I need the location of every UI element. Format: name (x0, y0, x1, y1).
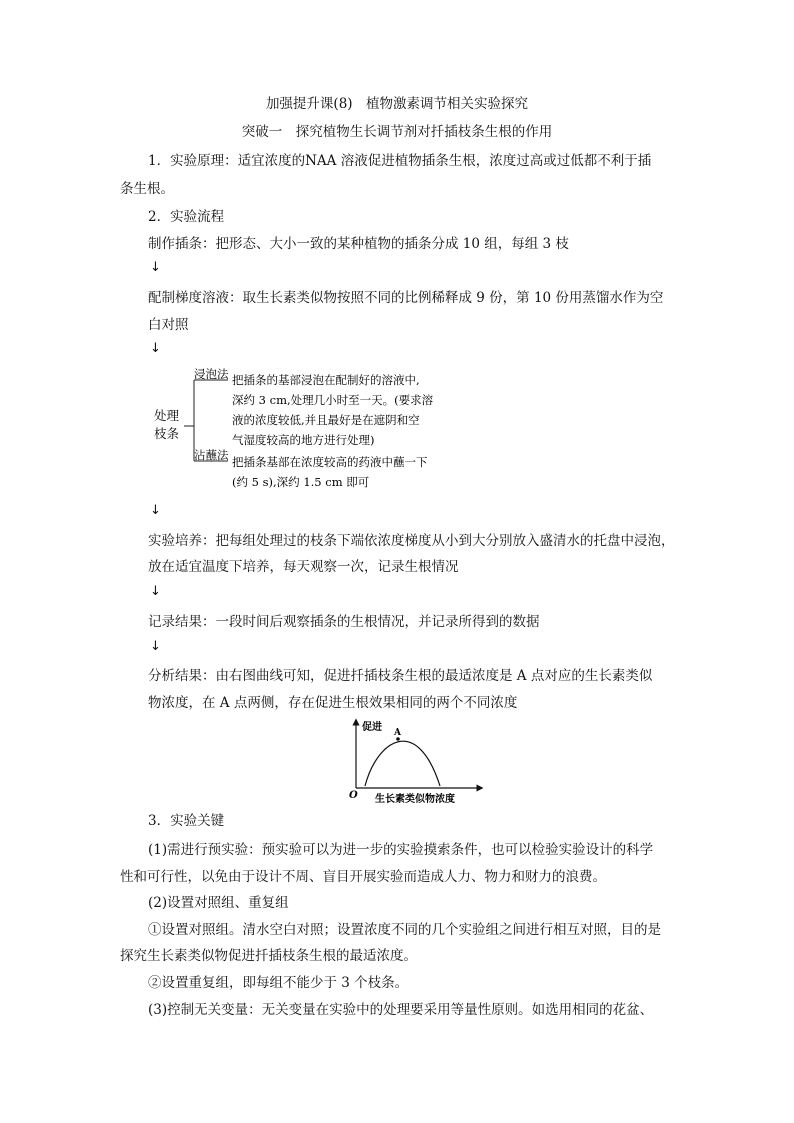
method-soak-text-1: 把插条的基部浸泡在配制好的溶液中, (232, 373, 420, 387)
method-soak-label: 浸泡法 (194, 367, 229, 381)
peak-label: A (394, 728, 401, 738)
control-group-line-2: 探究生长素类似物促进扦插枝条生根的最适浓度。 (120, 948, 417, 964)
procedure-heading: 2．实验流程 (148, 209, 225, 225)
irrelevant-variables-line: (3)控制无关变量：无关变量在实验中的处理要采用等量性原则。如选用相同的花盆、 (148, 1002, 654, 1018)
control-group-line-1: ①设置对照组。清水空白对照；设置浓度不同的几个实验组之间进行相互对照，目的是 (148, 922, 661, 938)
step-record: 记录结果：一段时间后观察插条的生根情况，并记录所得到的数据 (148, 614, 540, 630)
control-groups-heading: (2)设置对照组、重复组 (148, 895, 289, 911)
method-dip-label: 沾蘸法 (194, 448, 229, 462)
diagram-root-label: 处理 (154, 408, 180, 423)
down-arrow-icon: ↓ (150, 260, 161, 275)
step-prepare-line-2: 白对照 (148, 317, 189, 333)
step-make-cuttings: 制作插条：把形态、大小一致的某种植物的插条分成 10 组，每组 3 枝 (148, 236, 569, 252)
step-prepare-line-1: 配制梯度溶液：取生长素类似物按照不同的比例稀释成 9 份，第 10 份用蒸馏水作为空 (148, 290, 664, 306)
principle-line-2: 条生根。 (120, 181, 174, 197)
method-soak-text-3: 液的浓度较低,并且最好是在遮阴和空 (232, 413, 420, 427)
y-axis-label: 促进 (362, 722, 382, 733)
origin-label: O (349, 790, 358, 801)
step-culture-line-1: 实验培养：把每组处理过的枝条下端依浓度梯度从小到大分别放入盛清水的托盘中浸泡， (148, 533, 675, 549)
down-arrow-icon: ↓ (150, 639, 161, 654)
step-analyze-line-1: 分析结果：由右图曲线可知，促进扦插枝条生根的最适浓度是 A 点对应的生长素类似 (148, 668, 653, 684)
method-dip-text-1: 把插条基部在浓度较高的药液中蘸一下 (232, 455, 428, 469)
x-axis-label: 生长素类似物浓度 (375, 794, 455, 805)
method-soak-text-2: 深约 3 cm,处理几小时至一天。(要求溶 (232, 393, 434, 407)
treatment-diagram (148, 366, 488, 496)
section-subtitle: 突破一 探究植物生长调节剂对扦插枝条生根的作用 (241, 124, 553, 140)
method-dip-text-2: (约 5 s),深约 1.5 cm 即可 (232, 475, 370, 489)
diagram-root-label-2: 枝条 (154, 426, 180, 441)
down-arrow-icon: ↓ (150, 584, 161, 599)
down-arrow-icon: ↓ (150, 341, 161, 356)
growth-curve-graph (345, 718, 485, 806)
pre-experiment-line-2: 性和可行性，以免由于设计不周、盲目开展实验而造成人力、物力和财力的浪费。 (120, 869, 606, 885)
key-points-heading: 3．实验关键 (148, 813, 225, 829)
page-title: 加强提升课(8) 植物激素调节相关实验探究 (265, 96, 529, 112)
step-analyze-line-2: 物浓度，在 A 点两侧，存在促进生根效果相同的两个不同浓度 (148, 695, 518, 711)
down-arrow-icon: ↓ (150, 503, 161, 518)
repeat-group-line: ②设置重复组，即每组不能少于 3 个枝条。 (148, 975, 409, 991)
method-soak-text-4: 气湿度较高的地方进行处理) (232, 433, 375, 447)
step-culture-line-2: 放在适宜温度下培养，每天观察一次，记录生根情况 (148, 559, 459, 575)
principle-line-1: 1．实验原理：适宜浓度的NAA 溶液促进植物插条生根，浓度过高或过低都不利于插 (148, 153, 652, 169)
response-curve (365, 741, 440, 786)
pre-experiment-line-1: (1)需进行预实验：预实验可以为进一步的实验摸索条件，也可以检验实验设计的科学 (148, 842, 654, 858)
